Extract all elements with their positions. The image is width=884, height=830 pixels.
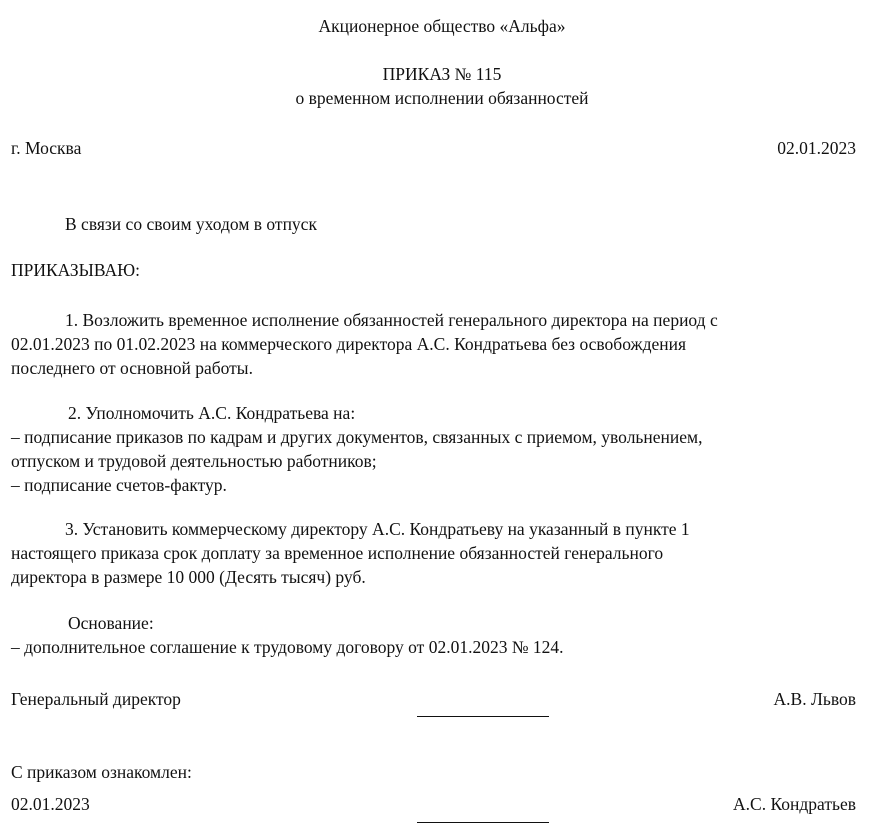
item3-line2: настоящего приказа срок доплату за временное исполнение обязанностей генерального: [11, 543, 664, 563]
item2-line3: отпуском и трудовой деятельностью работников;: [11, 451, 377, 471]
item2-line4: – подписание счетов-фактур.: [11, 475, 227, 495]
order-subject: о временном исполнении обязанностей: [295, 88, 589, 108]
order-title: ПРИКАЗ № 115: [382, 64, 502, 84]
signatory-name: А.В. Львов: [773, 689, 856, 709]
acknowledgement-label: С приказом ознакомлен:: [11, 762, 192, 782]
preamble: В связи со своим уходом в отпуск: [65, 214, 317, 234]
item3-line1: 3. Установить коммерческому директору А.С. Кондратьеву на указанный в пункте 1: [65, 519, 690, 539]
basis-text: – дополнительное соглашение к трудовому договору от 02.01.2023 № 124.: [11, 637, 564, 657]
employee-signature-line: [417, 822, 549, 823]
acknowledgement-date: 02.01.2023: [11, 794, 90, 814]
item2-line2: – подписание приказов по кадрам и других документов, связанных с приемом, увольнением,: [11, 427, 703, 447]
company-name: Акционерное общество «Альфа»: [318, 16, 566, 36]
order-date: 02.01.2023: [777, 138, 856, 158]
item3-line3: директора в размере 10 000 (Десять тысяч) руб.: [11, 567, 366, 587]
signatory-position: Генеральный директор: [11, 689, 181, 709]
item1-line3: последнего от основной работы.: [11, 358, 253, 378]
city: г. Москва: [11, 138, 82, 158]
director-signature-line: [417, 716, 549, 717]
acknowledgement-name: А.С. Кондратьев: [733, 794, 856, 814]
basis-label: Основание:: [68, 613, 154, 633]
item2-line1: 2. Уполномочить А.С. Кондратьева на:: [68, 403, 356, 423]
order-word: ПРИКАЗЫВАЮ:: [11, 260, 140, 280]
item1-line1: 1. Возложить временное исполнение обязанностей генерального директора на период с: [65, 310, 718, 330]
item1-line2: 02.01.2023 по 01.02.2023 на коммерческого директора А.С. Кондратьева без освобождения: [11, 334, 687, 354]
